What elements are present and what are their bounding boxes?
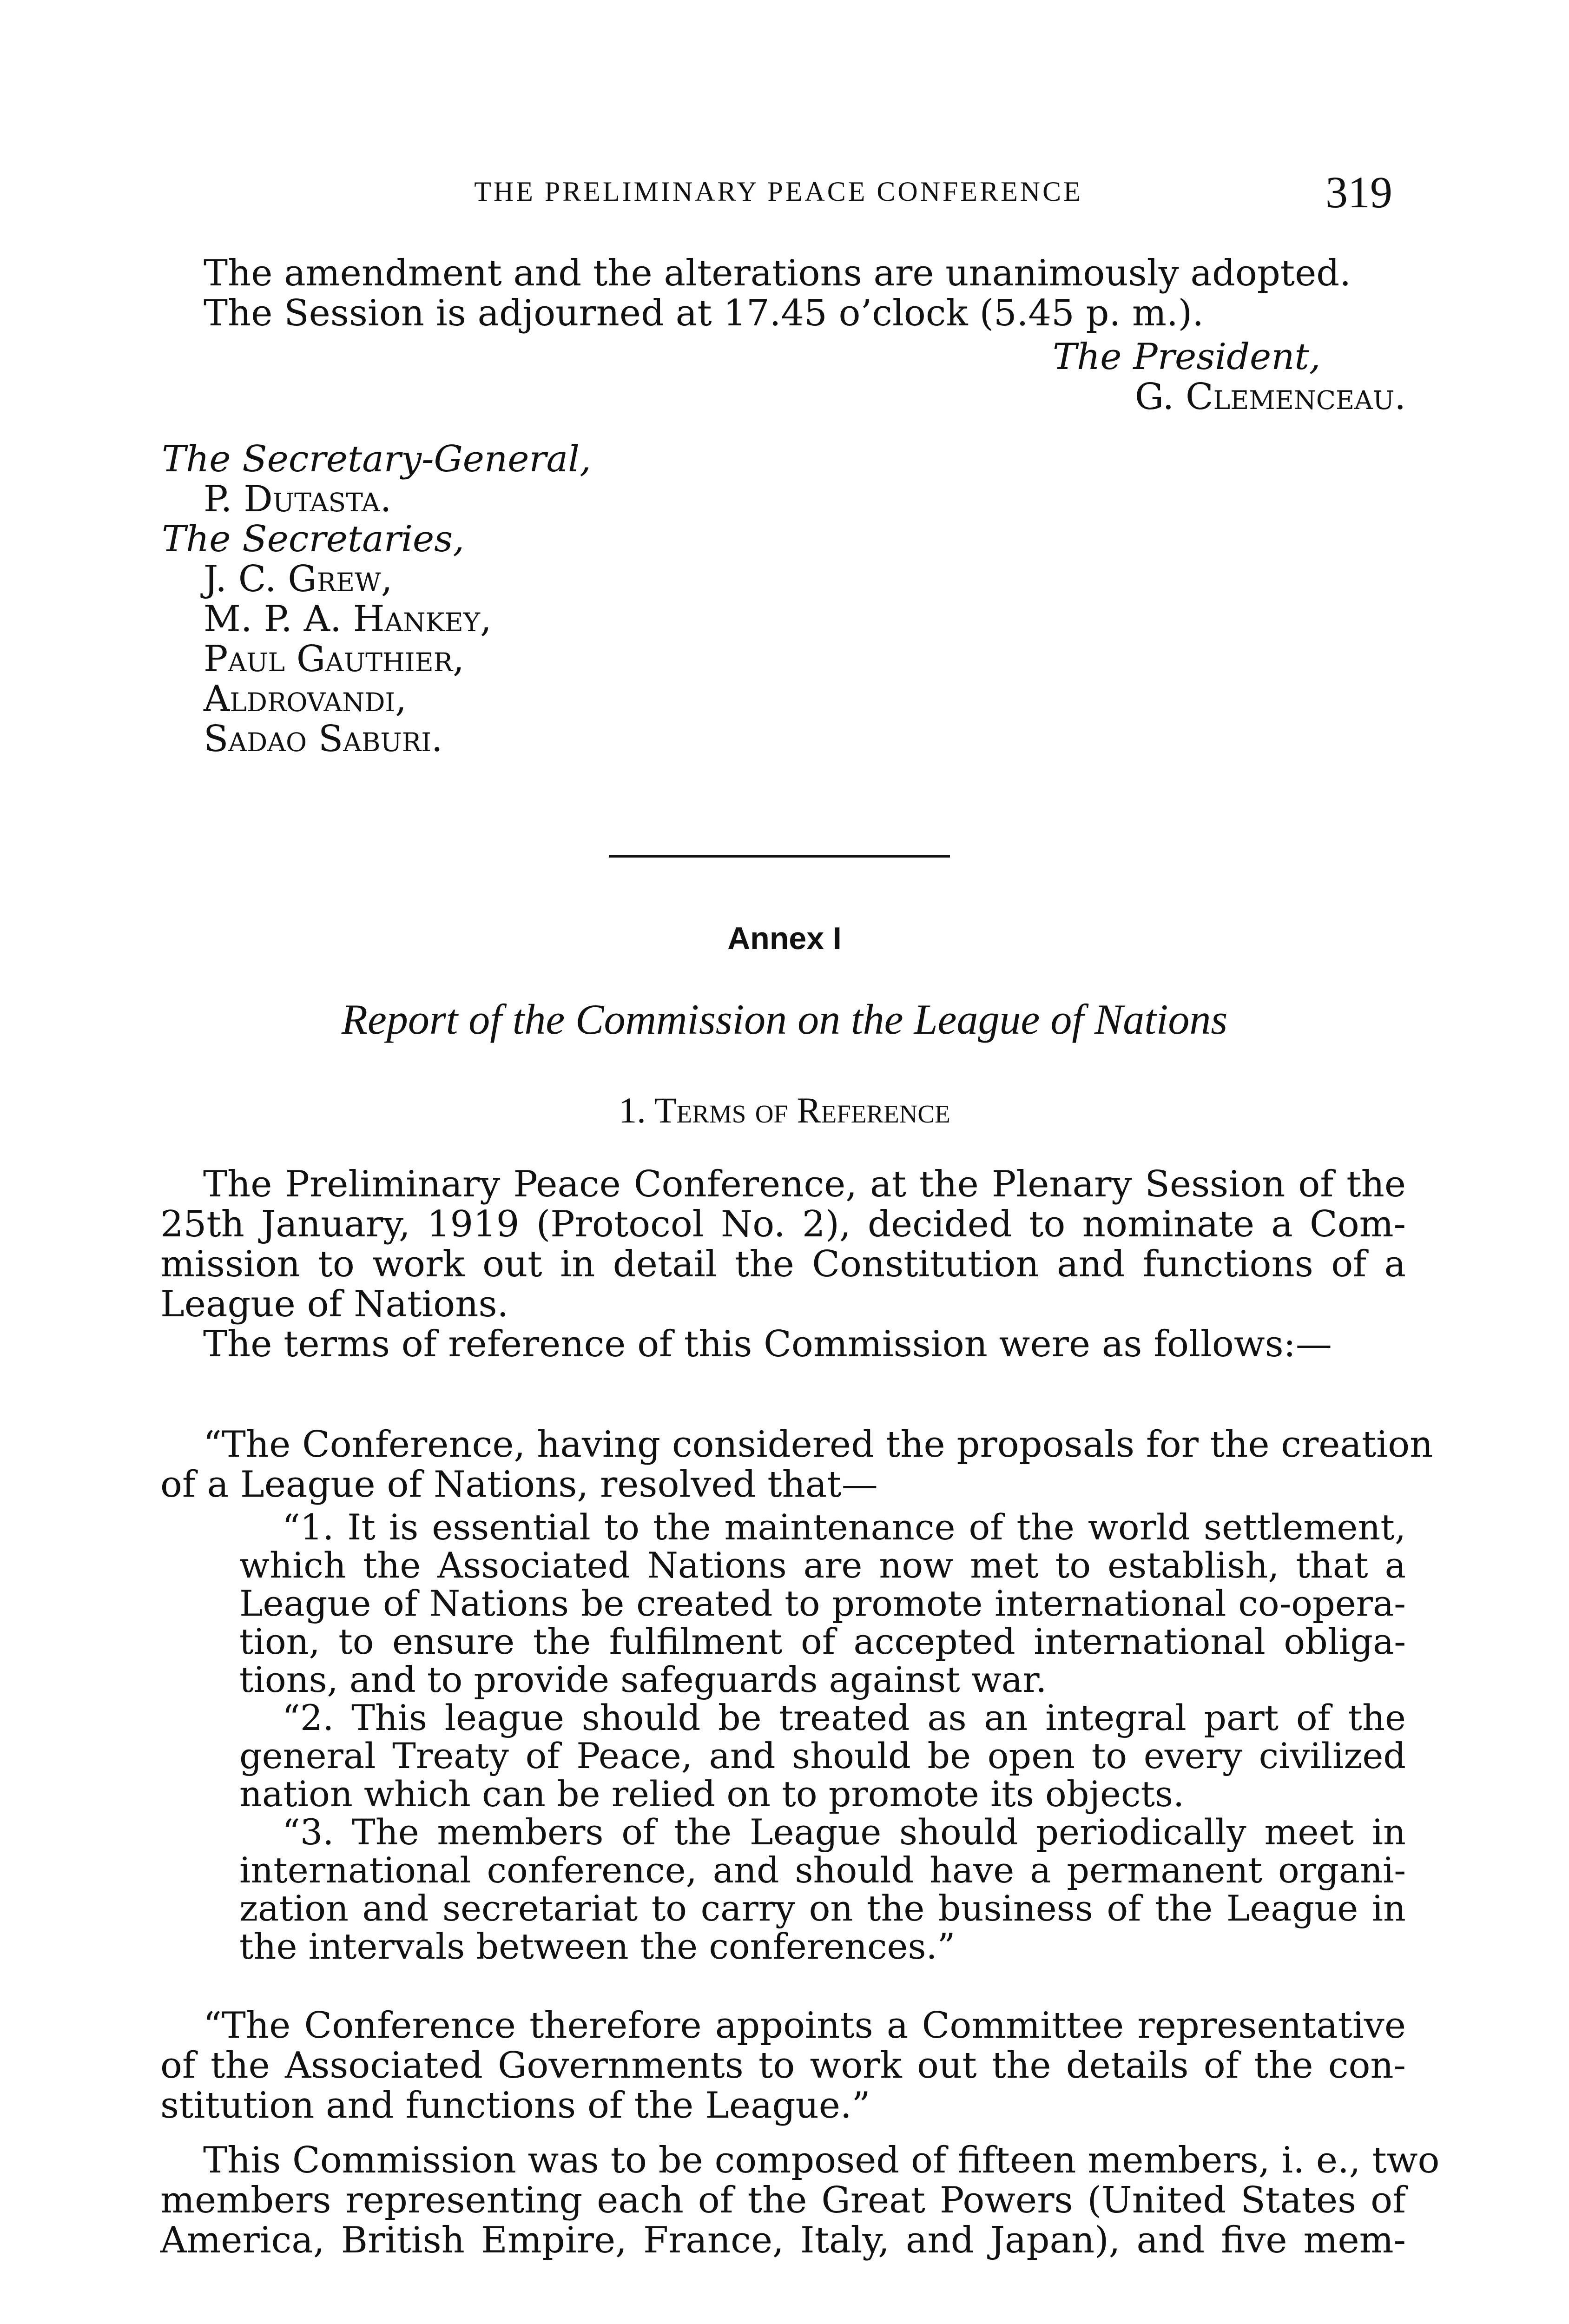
paragraph-line: This Commission was to be composed of fifteen members, i. e., two: [203, 2139, 1440, 2181]
paragraph-line: The Preliminary Peace Conference, at the Plenary Session of the: [203, 1163, 1406, 1205]
paragraph-line: League of Nations.: [160, 1283, 509, 1325]
resolution-line: “3. The members of the League should periodically meet in: [282, 1811, 1406, 1853]
section-divider: [609, 855, 950, 858]
section-heading: 1. Terms of Reference: [619, 1090, 950, 1130]
running-title: THE PRELIMINARY PEACE CONFERENCE: [474, 176, 1083, 207]
president-name: G. Clemenceau.: [1134, 376, 1406, 418]
paragraph-composition: [160, 2139, 1440, 2261]
paragraph-terms: [160, 1164, 1406, 1364]
secretary-name: Paul Gauthier,: [204, 638, 464, 680]
quote-intro: [160, 1424, 1433, 1505]
session-close: [204, 253, 1393, 333]
resolution-line: tions, and to provide safeguards against war.: [239, 1659, 1047, 1700]
paragraph-line: 25th January, 1919 (Protocol No. 2), decided to nominate a Com-: [160, 1203, 1406, 1245]
resolution-line: “2. This league should be treated as an integral part of the: [282, 1697, 1406, 1738]
session-close-line: The Session is adjourned at 17.45 o’clock (5.45 p. m.).: [204, 292, 1204, 334]
quote-conclusion: [160, 2006, 1406, 2126]
secretary-name: J. C. Grew,: [204, 558, 393, 600]
resolution-line: international conference, and should have a permanent organi-: [239, 1849, 1406, 1891]
resolution-line: “1. It is essential to the maintenance of the world settlement,: [282, 1506, 1406, 1548]
resolution-line: which the Associated Nations are now met to establish, that a: [239, 1545, 1406, 1586]
running-head: [0, 167, 1569, 219]
resolution-line: nation which can be relied on to promote its objects.: [239, 1773, 1185, 1815]
resolution-line: the intervals between the conferences.”: [239, 1926, 956, 1967]
quote-line: “The Conference, having considered the proposals for the creation: [203, 1424, 1433, 1466]
resolution-line: tion, to ensure the fulfilment of accepted international obliga-: [239, 1621, 1406, 1662]
president-signature: [1053, 337, 1406, 417]
report-title: Report of the Commission on the League of Nations: [341, 996, 1228, 1043]
secretariat-signatures: [162, 439, 812, 759]
quoted-resolutions: [239, 1508, 1406, 1966]
paragraph-line: members representing each of the Great Powers (United States of: [160, 2179, 1406, 2221]
resolution-line: general Treaty of Peace, and should be open to every civilized: [239, 1735, 1406, 1776]
quote-line: of a League of Nations, resolved that—: [160, 1464, 878, 1505]
annex-label: Annex I: [727, 921, 842, 956]
paragraph-line: mission to work out in detail the Constitution and functions of a: [160, 1243, 1406, 1285]
secretaries-title: The Secretaries,: [162, 518, 465, 560]
secretary-general-title: The Secretary-General,: [162, 438, 591, 480]
secretary-name: Sadao Saburi.: [204, 718, 443, 760]
resolution-line: zation and secretariat to carry on the business of the League in: [239, 1888, 1406, 1929]
secretary-name: M. P. A. Hankey,: [204, 598, 492, 640]
quote-line: “The Conference therefore appoints a Committee representative: [203, 2005, 1406, 2047]
quote-line: of the Associated Governments to work out the details of the con-: [160, 2045, 1406, 2086]
quote-line: stitution and functions of the League.”: [160, 2085, 870, 2126]
secretary-general-name: P. Dutasta.: [204, 478, 392, 520]
secretary-name: Aldrovandi,: [204, 678, 407, 720]
paragraph-line: America, British Empire, France, Italy, and Japan), and five mem-: [160, 2219, 1406, 2261]
president-title: The President,: [1053, 336, 1321, 378]
session-close-line: The amendment and the alterations are unanimously adopted.: [204, 252, 1351, 294]
page-number: 319: [1325, 167, 1392, 217]
resolution-line: League of Nations be created to promote international co-opera-: [239, 1583, 1406, 1624]
paragraph-line: The terms of reference of this Commission were as follows:—: [203, 1323, 1332, 1365]
